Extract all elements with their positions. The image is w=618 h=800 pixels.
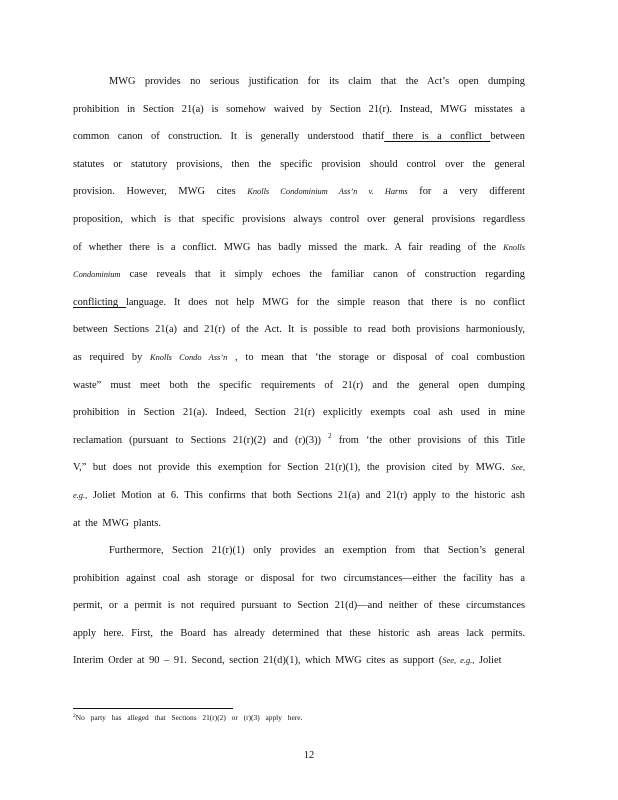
text-run: at the MWG plants. [73,517,161,529]
text-run: reclamation (pursuant to Sections 21(r)(2) and (r)(3)) [73,434,329,446]
text-run: common canon of construction. It is generally understood thatif [73,131,385,143]
text-run: prohibition against coal ash storage or disposal for two circumstances—either the facility has a [73,572,525,584]
body-text [73,68,525,675]
text-run: prohibition in Section 21(a). Indeed, Section 21(r) explicitly exempts coal ash used in mine [73,407,525,419]
italic-text: e.g., [73,490,88,500]
italic-text: See, [511,463,525,473]
text-line [73,592,525,620]
italic-text: Knolls Condominium Ass’n v. Harms [247,187,408,197]
text-line [73,261,525,289]
text-run: between Sections 21(a) and 21(r) of the Act. It is possible to read both provisions harmoniously, [73,324,525,336]
italic-text: See, e.g., [442,656,475,666]
text-line [73,344,525,372]
italic-text: Knolls Condo Ass’n [150,352,228,362]
text-run: Joliet [474,655,502,667]
italic-text: Knolls [503,242,525,252]
footnote-reference: 2 [328,431,332,440]
text-line [73,289,525,317]
text-run: , to mean that ‘the storage or disposal of coal combustion [227,351,525,363]
underlined-text: there is a conflict [384,131,491,143]
text-line [73,96,525,124]
text-run: between [490,131,525,143]
text-run: language. It does not help MWG for the simple reason that there is no conflict [125,296,525,308]
text-run: of whether there is a conflict. MWG has badly missed the mark. A fair reading of the [73,241,504,253]
text-line [73,178,525,206]
page-number: 12 [303,750,315,761]
text-run: V,” but does not provide this exemption for Section 21(r)(1), the provision cited by MWG. [73,462,512,474]
footnote-divider [73,708,233,709]
text-run: Interim Order at 90 – 91. Second, section 21(d)(1), which MWG cites as support ( [73,655,443,667]
text-line [73,372,525,400]
text-line [73,454,525,482]
text-line [73,123,525,151]
text-line [73,537,525,565]
text-run: prohibition in Section 21(a) is somehow waived by Section 21(r). Instead, MWG misstates a [73,103,525,115]
text-line [73,565,525,593]
underlined-text: conflicting [73,296,126,308]
text-run: for a very different [407,186,525,198]
text-run: from ‘the other provisions of this Title [331,434,525,446]
text-run: permit, or a permit is not required pursuant to Section 21(d)—and neither of these circumstances [73,600,525,612]
text-run: waste” must meet both the specific requirements of 21(r) and the general open dumping [73,379,525,391]
italic-text: Condominium [73,270,121,280]
footnote [73,713,302,722]
text-line [73,316,525,344]
text-line [73,620,525,648]
text-line [73,399,525,427]
text-run: proposition, which is that specific provisions always control over general provisions regardless [73,213,525,225]
text-run: provision. However, MWG cites [73,186,248,198]
text-run: case reveals that it simply echoes the familiar canon of construction regarding [120,269,525,281]
text-line [73,151,525,179]
text-run: MWG provides no serious justification for its claim that the Act’s open dumping [109,76,525,87]
footnote-marker: 2 [73,713,76,719]
text-line [73,206,525,234]
text-run: statutes or statutory provisions, then the specific provision should control over the general [73,158,525,170]
text-line [73,647,525,675]
text-run: apply here. First, the Board has already determined that these historic ash areas lack permits. [73,627,525,639]
text-line [73,510,525,538]
text-line [73,234,525,262]
text-run: Joliet Motion at 6. This confirms that both Sections 21(a) and 21(r) apply to the historic ash [87,489,525,501]
footnote-text: No party has alleged that Sections 21(r)(2) or (r)(3) apply here. [75,713,303,722]
text-run: as required by [73,351,151,363]
text-line [73,68,525,96]
text-line [73,482,525,510]
text-line [73,427,525,455]
text-run: Furthermore, Section 21(r)(1) only provides an exemption from that Section’s general [109,545,525,557]
